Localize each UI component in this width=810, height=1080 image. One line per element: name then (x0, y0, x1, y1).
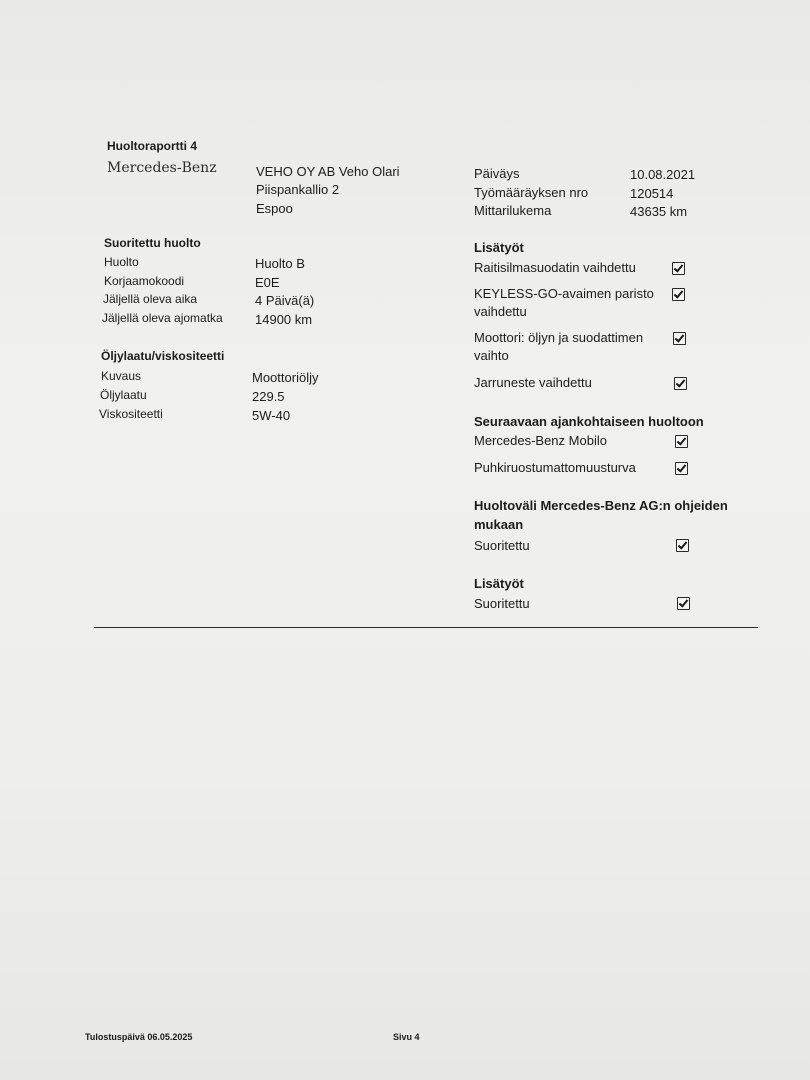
section-heading-additional-work: Lisätyöt (474, 240, 524, 255)
interval-item: Suoritettu (474, 538, 530, 553)
meta-value-workorder: 120514 (630, 186, 674, 201)
footer-page-number: Sivu 4 (393, 1032, 420, 1042)
checkbox-checked-icon (673, 332, 686, 345)
service-label: Jäljellä oleva ajomatka (102, 311, 223, 325)
meta-value-date: 10.08.2021 (630, 167, 696, 182)
section-heading-oil: Öljylaatu/viskositeetti (101, 349, 225, 363)
meta-value-odometer: 43635 km (630, 204, 688, 219)
section-heading-next-service: Seuraavaan ajankohtaiseen huoltoon (474, 414, 704, 429)
additional-work-item-cont: vaihto (474, 348, 509, 363)
dealer-city: Espoo (256, 201, 293, 216)
next-service-item: Puhkiruostumattomuusturva (474, 460, 636, 475)
section-heading-interval: Huoltoväli Mercedes-Benz AG:n ohjeiden (474, 498, 728, 513)
service-value: E0E (255, 275, 280, 290)
additional-work-item: Moottori: öljyn ja suodattimen (474, 330, 644, 345)
next-service-item: Mercedes-Benz Mobilo (474, 433, 607, 448)
oil-value: 5W-40 (252, 408, 291, 423)
section-heading-interval-cont: mukaan (474, 517, 524, 532)
additional-work-item-cont: vaihdettu (474, 304, 527, 319)
service-value: Huolto B (255, 256, 305, 271)
extra-item: Suoritettu (474, 596, 530, 611)
meta-label-date: Päiväys (474, 166, 520, 181)
oil-value: Moottoriöljy (252, 370, 319, 385)
additional-work-item: KEYLESS-GO-avaimen paristo (474, 286, 654, 301)
checkbox-checked-icon (675, 435, 688, 448)
dealer-name: VEHO OY AB Veho Olari (256, 164, 400, 179)
section-heading-extra: Lisätyöt (474, 576, 524, 591)
report-title: Huoltoraportti 4 (107, 139, 197, 153)
footer-print-date: Tulostuspäivä 06.05.2025 (85, 1032, 193, 1042)
checkbox-checked-icon (672, 262, 685, 275)
horizontal-divider (94, 627, 758, 628)
dealer-street: Piispankallio 2 (256, 182, 340, 197)
additional-work-item: Raitisilmasuodatin vaihdettu (474, 260, 636, 275)
service-label: Korjaamokoodi (104, 274, 185, 288)
brand-logo: Mercedes-Benz (107, 160, 217, 176)
checkbox-checked-icon (674, 377, 687, 390)
checkbox-checked-icon (672, 288, 685, 301)
meta-label-odometer: Mittarilukema (474, 203, 552, 218)
oil-label: Viskositeetti (99, 407, 163, 421)
service-value: 14900 km (255, 312, 313, 327)
oil-label: Kuvaus (101, 369, 142, 383)
oil-value: 229.5 (252, 389, 285, 404)
service-value: 4 Päivä(ä) (255, 293, 315, 308)
oil-label: Öljylaatu (100, 388, 147, 402)
additional-work-item: Jarruneste vaihdettu (474, 375, 592, 390)
meta-label-workorder: Työmääräyksen nro (474, 185, 589, 200)
service-label: Jäljellä oleva aika (103, 292, 198, 306)
service-label: Huolto (104, 255, 139, 269)
section-heading-performed-service: Suoritettu huolto (104, 236, 201, 250)
checkbox-checked-icon (675, 462, 688, 475)
checkbox-checked-icon (676, 539, 689, 552)
checkbox-checked-icon (677, 597, 690, 610)
